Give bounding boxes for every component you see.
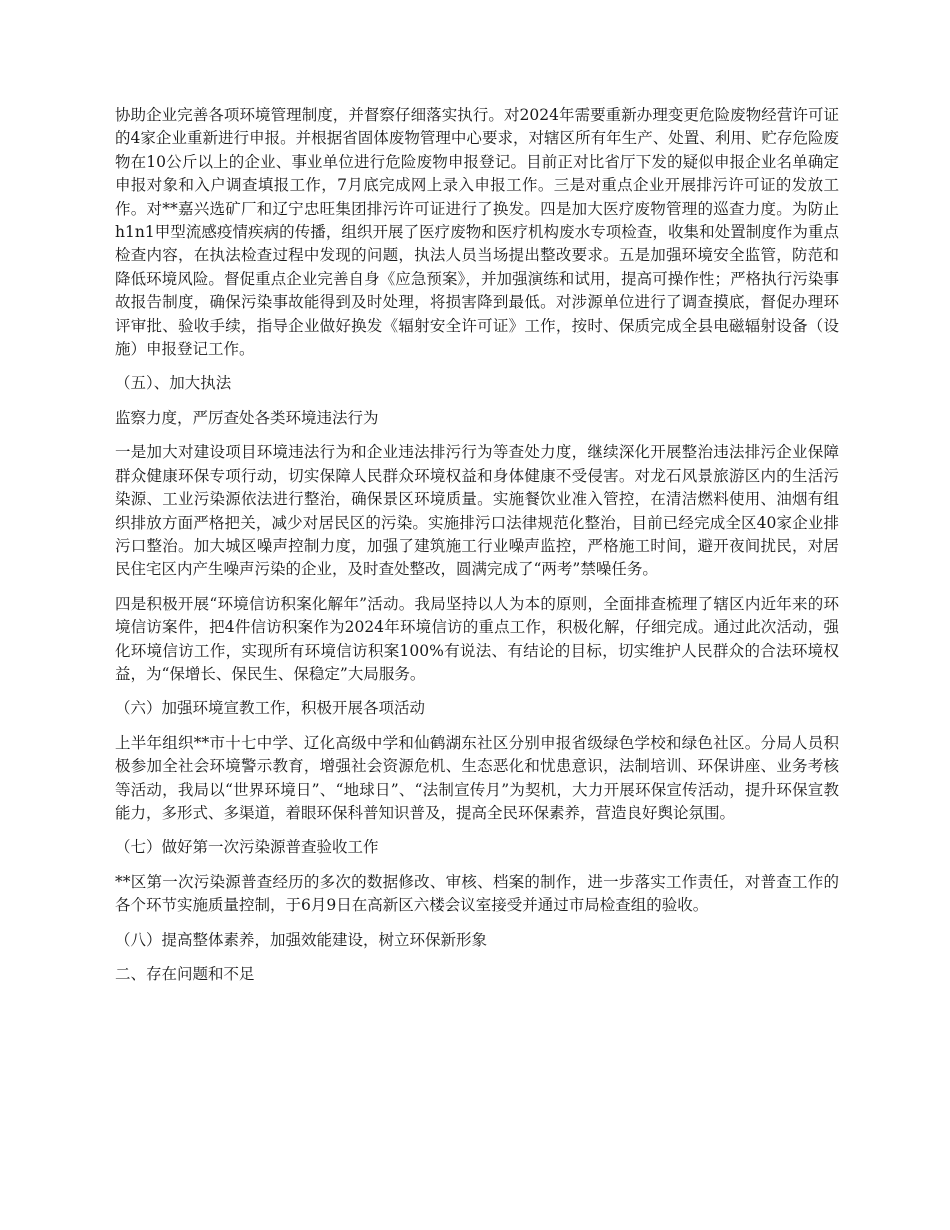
section-heading-7: （七）做好第一次污染源普查验收工作	[115, 838, 379, 857]
document-body	[115, 104, 839, 997]
paragraph-census: **区第一次污染源普查经历的多次的数据修改、审核、档案的制作，进一步落实工作责任，对普查工作的各个环节实施质量控制，于6月9日在高新区六楼会议室接受并通过市局检查组的验收。	[115, 872, 839, 915]
section-heading-8: （八）提高整体素养，加强效能建设，树立环保新形象	[115, 930, 488, 949]
paragraph-hazardous-waste: 协助企业完善各项环境管理制度，并督察仔细落实执行。对2024年需要重新办理变更危险废物经营许可证的4家企业重新进行申报。并根据省固体废物管理中心要求，对辖区所有年生产、处置、利用、贮存危险废物在10公斤以上的企业、事业单位进行危险废物申报登记。目前正对比省厅下发的疑似申报企业名单确定申报对象和入户调查填报工作，7月底完成网上录入申报工作。三是对重点企业开展排污许可证的发放工作。对**嘉兴选矿厂和辽宁忠旺集团排污许可证进行了换发。四是加大医疗废物管理的巡查力度。为防止h1n1甲型流感疫情疾病的传播，组织开展了医疗废物和医疗机构废水专项检查，收集和处置制度作为重点检查内容，在执法检查过程中发现的问题，执法人员当场提出整改要求。五是加强环境安全监管，防范和降低环境风险。督促重点企业完善自身《应急预案》，并加强演练和试用，提高可操作性；严格执行污染事故报告制度，确保污染事故能得到及时处理，将损害降到最低。对涉源单位进行了调查摸底，督促办理环评审批、验收手续，指导企业做好换发《辐射安全许可证》工作，按时、保质完成全县电磁辐射设备（设施）申报登记工作。	[115, 106, 839, 359]
paragraph-enforcement: 一是加大对建设项目环境违法行为和企业违法排污行为等查处力度，继续深化开展整治违法排污企业保障群众健康环保专项行动，切实保障人民群众环境权益和身体健康不受侵害。对龙石风景旅游区内的生活污染源、工业污染源依法进行整治，确保景区环境质量。实施餐饮业准入管控，在清洁燃料使用、油烟有组织排放方面严格把关，减少对居民区的污染。实施排污口法律规范化整治，目前已经完成全区40家企业排污口整治。加大城区噪声控制力度，加强了建筑施工行业噪声监控，严格施工时间，避开夜间扰民，对居民住宅区内产生噪声污染的企业，及时查处整改，圆满完成了“两考”禁噪任务。	[115, 443, 839, 579]
section-heading-6: （六）加强环境宣教工作，积极开展各项活动	[115, 699, 426, 718]
paragraph-petition: 四是积极开展“环境信访积案化解年”活动。我局坚持以人为本的原则，全面排查梳理了辖区内近年来的环境信访案件，把4件信访积案作为2024年环境信访的重点工作，积极化解，仔细完成。通过此次活动，强化环境信访工作，实现所有环境信访积案100%有说法、有结论的目标，切实维护人民群众的合法环境权益，为“保增长、保民生、保稳定”大局服务。	[115, 594, 839, 683]
paragraph-education: 上半年组织**市十七中学、辽化高级中学和仙鹤湖东社区分别申报省级绿色学校和绿色社区。分局人员积极参加全社会环境警示教育，增强社会资源危机、生态恶化和忧患意识，法制培训、环保讲座、业务考核等活动，我局以“世界环境日”、“地球日”、“法制宣传月”为契机，大力开展环保宣传活动，提升环保宣教能力，多形式、多渠道，着眼环保科普知识普及，提高全民环保素养，营造良好舆论氛围。	[115, 733, 839, 822]
section-heading-5: （五）、加大执法	[115, 374, 232, 393]
section-heading-problems: 二、存在问题和不足	[115, 965, 255, 983]
section-subheading-5: 监察力度，严厉查处各类环境违法行为	[115, 408, 379, 427]
